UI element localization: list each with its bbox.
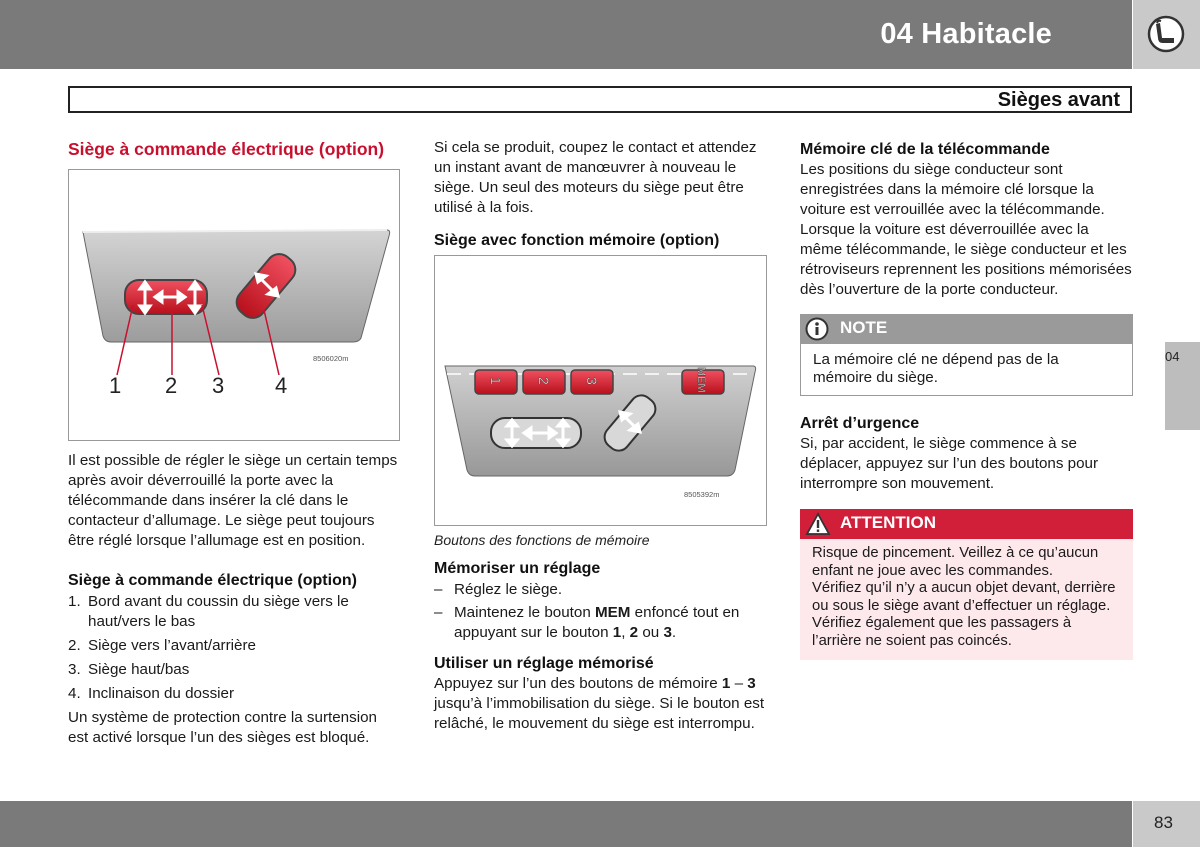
memory-button-3: 3 [584, 377, 600, 385]
overload-paragraph: Un système de protection contre la surtension est activé lorsque l’un des sièges est bloqué. [68, 709, 377, 746]
adjustment-list [68, 592, 400, 704]
power-seat-subheading: Siège à commande électrique (option) [68, 572, 357, 589]
store-steps-list [434, 580, 767, 643]
mem-button: MEM [695, 367, 707, 393]
key-memory-paragraph: Les positions du siège conducteur sont enregistrées dans la mémoire clé lorsque la voiture est verrouillée avec la télécommande. Lorsque la voiture est déverrouillée avec la même télécommande, le siège conducteur et les rétroviseurs reprennent les positions mémorisées dès l’ouverture de la porte conducteur. [800, 161, 1132, 298]
callout-3: 3 [212, 373, 225, 398]
note-box [800, 314, 1133, 396]
memory-button-1: 1 [488, 377, 504, 385]
use-setting-paragraph: Appuyez sur l’un des boutons de mémoire 1 – 3 jusqu’à l’immobilisation du siège. Si le bouton est relâché, le mouvement du siège est interrompu. [434, 675, 765, 732]
memory-seat-heading: Siège avec fonction mémoire (option) [434, 232, 720, 249]
chapter-header-bar [0, 0, 1132, 69]
attention-box [800, 509, 1133, 660]
list-item: – Maintenez le bouton MEM enfoncé tout en appuyant sur le bouton 1, 2 ou 3. [434, 604, 740, 641]
power-seat-heading: Siège à commande électrique (option) [68, 139, 385, 159]
emergency-stop-paragraph: Si, par accident, le siège commence à se déplacer, appuyez sur l’un des boutons pour interrompre son mouvement. [800, 435, 1099, 492]
column-middle [434, 138, 767, 734]
callout-4: 4 [275, 373, 288, 398]
list-item: 1. Bord avant du coussin du siège vers le haut/vers le bas [68, 593, 349, 630]
store-setting-heading: Mémoriser un réglage [434, 560, 601, 577]
figure-code: 8505392m [684, 490, 720, 499]
column-left [68, 138, 400, 748]
intro-paragraph: Il est possible de régler le siège un certain temps après avoir déverrouillé la porte avec la télécommande dans insérer la clé dans le contacteur d’allumage. Le siège peut toujours être réglé lorsque l’allumage est en position. [68, 452, 398, 549]
callout-2: 2 [165, 373, 178, 398]
note-label: NOTE [840, 318, 888, 337]
column-right [800, 138, 1133, 660]
emergency-stop-heading: Arrêt d’urgence [800, 415, 920, 432]
attention-line: Vérifiez qu’il n’y a aucun objet devant, derrière ou sous le siège avant d’effectuer un réglage. [812, 580, 1116, 614]
list-item: 4. Inclinaison du dossier [68, 685, 235, 702]
key-memory-heading: Mémoire clé de la télécommande [800, 141, 1050, 158]
chapter-icon-box [1133, 0, 1200, 69]
list-item: 3. Siège haut/bas [68, 661, 190, 678]
figure-caption: Boutons des fonctions de mémoire [434, 532, 650, 548]
memory-controls-illustration [435, 256, 766, 525]
page-number: 83 [1154, 813, 1173, 832]
use-setting-heading: Utiliser un réglage mémorisé [434, 655, 654, 672]
power-seat-figure [68, 169, 400, 441]
memory-buttons-figure [434, 255, 767, 526]
memory-button-2: 2 [536, 377, 552, 385]
list-item: 2. Siège vers l’avant/arrière [68, 637, 256, 654]
attention-line: Vérifiez également que les passagers à l’arrière ne soient pas coincés. [812, 615, 1072, 649]
footer-bar [0, 801, 1132, 847]
power-seat-controls-illustration [69, 170, 399, 440]
attention-line: Risque de pincement. Veillez à ce qu’aucun enfant ne joue avec les commandes. [812, 545, 1099, 579]
note-text: La mémoire clé ne dépend pas de la mémoire du siège. [813, 351, 1059, 386]
list-item: – Réglez le siège. [434, 581, 563, 598]
continuation-paragraph: Si cela se produit, coupez le contact et attendez un instant avant de manœuvrer à nouveau le siège. Un seul des moteurs du siège peut être utilisé à la fois. [434, 139, 757, 216]
section-header [68, 86, 1132, 113]
chapter-title: 04 Habitacle [880, 18, 1052, 50]
callout-1: 1 [109, 373, 122, 398]
attention-label: ATTENTION [840, 513, 937, 532]
figure-code: 8506020m [313, 354, 349, 363]
info-icon [804, 317, 830, 341]
side-tab-label: 04 [1165, 349, 1180, 364]
warning-icon [805, 512, 831, 536]
seat-icon [1143, 14, 1189, 54]
section-title: Sièges avant [997, 89, 1120, 111]
